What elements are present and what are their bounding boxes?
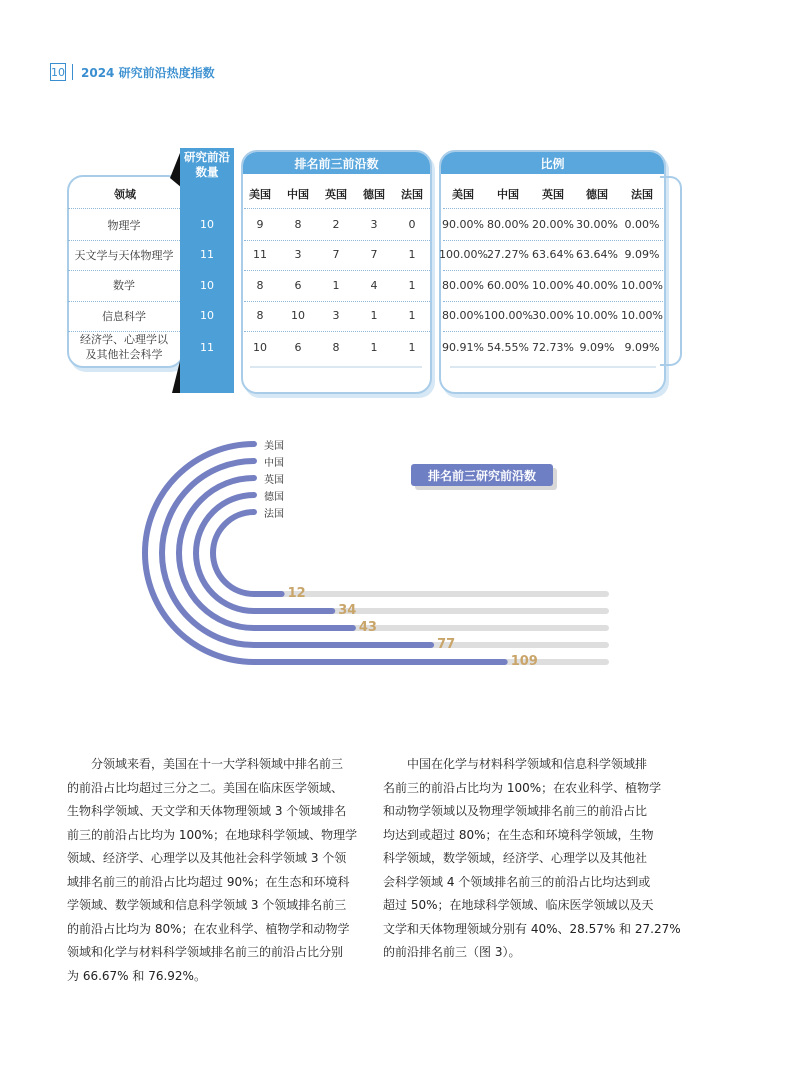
rank-cell: 1: [408, 341, 416, 354]
paragraph-line: 领域、经济学、心理学以及其他社会科学领域 3 个领: [67, 851, 347, 865]
ratio-cell: 80.00%: [442, 279, 484, 292]
paragraph-line: 超过 50%；在地球科学领域、临床医学领域以及天: [383, 898, 654, 912]
rank-cell: 7: [370, 248, 378, 261]
ratio-cell: 63.64%: [576, 248, 618, 261]
category-label: 英国: [264, 475, 284, 486]
bar-5: [213, 512, 282, 594]
rank-cell: 1: [408, 248, 416, 261]
ratio-country-header: 德国: [586, 188, 608, 201]
count-header: 研究前沿数量: [184, 150, 230, 179]
ratio-cell: 9.09%: [624, 248, 660, 261]
rank-country-header: 法国: [401, 188, 423, 201]
domain-header: 领域: [114, 188, 136, 201]
header-title: 2024 研究前沿热度指数: [81, 65, 215, 80]
paragraph-line: 科学领域，数学领域，经济学、心理学以及其他社: [383, 851, 648, 865]
page-number: 10: [50, 63, 66, 81]
paragraph-line: 会科学领域 4 个领域排名前三的前沿占比均达到或: [383, 874, 651, 889]
ratio-cell: 10.00%: [621, 279, 663, 292]
ratio-country-header: 法国: [631, 188, 653, 201]
rank-cell: 1: [408, 279, 416, 292]
category-label: 美国: [264, 441, 284, 452]
ratio-cell: 72.73%: [532, 341, 574, 354]
rank-cell: 9: [256, 218, 264, 231]
ratio-cell: 54.55%: [487, 341, 529, 354]
rank-cell: 10: [291, 309, 305, 322]
category-label: 法国: [264, 509, 284, 520]
rank-group-header: 排名前三前沿数: [243, 152, 430, 174]
domain-cell-line: 及其他社会科学: [85, 348, 163, 361]
domain-cell: 数学: [113, 279, 135, 292]
rank-cell: 3: [332, 309, 340, 322]
domain-cell: 天文学与天体物理学: [74, 249, 174, 262]
ratio-cell: 10.00%: [621, 309, 663, 322]
rank-country-header: 美国: [249, 188, 271, 201]
rank-cell: 10: [253, 341, 267, 354]
paragraph-right: [383, 753, 683, 965]
paragraph-line: 前三的前沿占比均为 100%；在地球科学领域、物理学: [67, 827, 358, 842]
rank-country-header: 德国: [363, 188, 385, 201]
paragraph-line: 领域和化学与材料科学领域排名前三的前沿占比分别: [67, 945, 344, 959]
count-cell: 10: [200, 218, 214, 231]
rank-cell: 8: [332, 341, 340, 354]
paragraph-line: 和动物学领域以及物理学领域排名前三的前沿占比: [383, 804, 648, 818]
chart-title: 排名前三研究前沿数: [411, 464, 553, 486]
domain-cell: 物理学: [107, 219, 141, 232]
ratio-country-header: 中国: [497, 188, 519, 201]
value-label: 43: [358, 620, 377, 635]
rank-cell: 3: [370, 218, 378, 231]
paragraph-line: 的前沿排名前三（图 3）。: [383, 945, 521, 959]
rank-cell: 11: [253, 248, 267, 261]
category-label: 德国: [264, 492, 284, 503]
ratio-cell: 9.09%: [579, 341, 615, 354]
ratio-cell: 27.27%: [487, 248, 529, 261]
ratio-cell: 90.00%: [442, 218, 484, 231]
rank-cell: 1: [370, 309, 378, 322]
paragraph-line: 生物科学领域、天文学和天体物理领域 3 个领域排名: [67, 804, 347, 818]
rank-cell: 8: [256, 279, 264, 292]
ratio-cell: 100.00%: [439, 248, 488, 261]
count-cell: 10: [200, 309, 214, 322]
paragraph-left: [67, 753, 365, 988]
paragraph-line: 学领域、数学领域和信息科学领域 3 个领域排名前三: [67, 898, 347, 912]
ratio-cell: 20.00%: [532, 218, 574, 231]
paragraph-line: 均达到或超过 80%；在生态和环境科学领域，生物: [383, 827, 654, 842]
ratio-cell: 100.00%: [484, 309, 533, 322]
rank-cell: 8: [294, 218, 302, 231]
ratio-cell: 80.00%: [487, 218, 529, 231]
paragraph-line: 域排名前三的前沿占比均超过 90%；在生态和环境科: [67, 874, 350, 889]
count-cell: 11: [200, 248, 214, 261]
paragraph-line: 的前沿占比均为 80%；在农业科学、植物学和动物学: [67, 921, 350, 936]
ratio-cell: 30.00%: [532, 309, 574, 322]
value-label: 109: [510, 654, 538, 669]
rank-cell: 6: [294, 279, 302, 292]
ratio-cell: 40.00%: [576, 279, 618, 292]
rank-cell: 2: [332, 218, 340, 231]
paragraph-line: 为 66.67% 和 76.92%。: [67, 968, 206, 983]
rank-country-header: 中国: [287, 188, 309, 201]
ratio-cell: 10.00%: [576, 309, 618, 322]
rank-cell: 1: [408, 309, 416, 322]
ratio-country-header: 英国: [542, 188, 564, 201]
count-cell: 11: [200, 341, 214, 354]
rank-country-header: 英国: [325, 188, 347, 201]
rank-cell: 8: [256, 309, 264, 322]
ratio-country-header: 美国: [452, 188, 474, 201]
rank-cell: 3: [294, 248, 302, 261]
domain-cell: 信息科学: [102, 310, 146, 323]
rank-cell: 4: [370, 279, 378, 292]
value-label: 34: [338, 603, 357, 618]
paragraph-line: 分领域来看，美国在十一大学科领域中排名前三: [67, 757, 344, 771]
ratio-cell: 9.09%: [624, 341, 660, 354]
ratio-cell: 30.00%: [576, 218, 618, 231]
ratio-cell: 60.00%: [487, 279, 529, 292]
paragraph-line: 的前沿占比均超过三分之二。美国在临床医学领域、: [67, 780, 344, 795]
count-cell: 10: [200, 279, 214, 292]
ratio-cell: 0.00%: [624, 218, 660, 231]
ratio-cell: 63.64%: [532, 248, 574, 261]
ratio-cell: 80.00%: [442, 309, 484, 322]
rank-cell: 6: [294, 341, 302, 354]
ratio-cell: 10.00%: [532, 279, 574, 292]
category-label: 中国: [264, 458, 284, 469]
paragraph-line: 文学和天体物理领域分别有 40%、28.57% 和 27.27%: [383, 921, 681, 936]
rank-cell: 7: [332, 248, 340, 261]
value-label: 12: [287, 586, 306, 601]
rank-cell: 1: [332, 279, 340, 292]
value-label: 77: [437, 637, 456, 652]
rank-cell: 0: [408, 218, 416, 231]
paragraph-line: 中国在化学与材料科学领域和信息科学领域排: [383, 757, 648, 771]
domain-cell-line: 经济学、心理学以: [80, 333, 168, 346]
ratio-cell: 90.91%: [442, 341, 484, 354]
paragraph-line: 名前三的前沿占比均为 100%；在农业科学、植物学: [383, 780, 662, 795]
ratio-group-header: 比例: [441, 152, 664, 174]
bar-2: [162, 461, 431, 645]
rank-cell: 1: [370, 341, 378, 354]
